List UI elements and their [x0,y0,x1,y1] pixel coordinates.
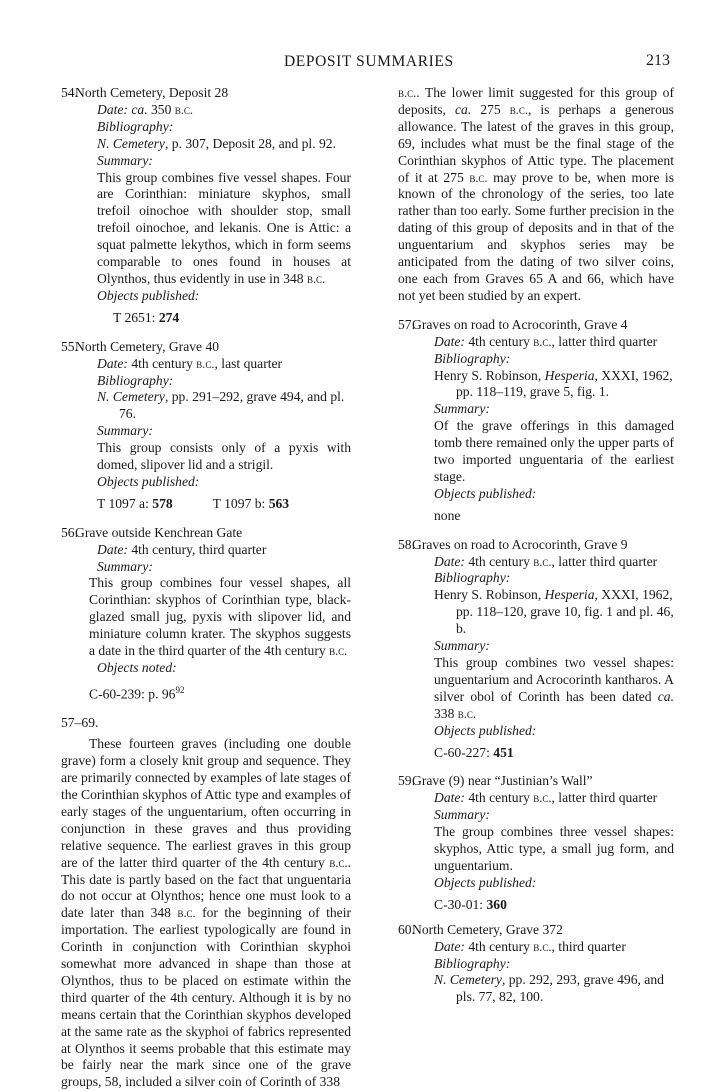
object-line: T 2651: 274 [113,309,180,325]
bibliography-label: Bibliography: [434,955,511,971]
right-column [398,85,674,1006]
objects-label: Objects noted: [97,660,177,675]
bibliography-text: N. Cemetery, pp. 291–292, grave 494, and pl. 76. [97,389,345,422]
object-line: C-30-01: 360 [434,896,507,912]
date-line: Date: 4th century, third quarter [97,541,267,557]
date-line: Date: 4th century b.c., latter third quarter [434,333,658,349]
objects-label: Objects published: [434,874,537,890]
entry-number: 56. [61,524,78,540]
summary-label: Summary: [434,638,490,654]
objects-label: Objects published: [434,485,537,501]
entry-title: Grave outside Kenchrean Gate [75,524,243,540]
entry-59 [398,773,674,913]
summary-text: This group combines two vessel shapes: unguentarium and Acrocorinth kantharos. A silver obol of Corinth has been dated ca. 338 b.c. [434,655,674,721]
objects-label: Objects published: [97,473,200,489]
objects-label: Objects published: [97,287,200,303]
entry-57 [398,317,674,525]
object-line: T 1097 a: 578 T 1097 b: 563 [97,495,290,511]
summary-label: Summary: [97,152,153,168]
bibliography-text: N. Cemetery, p. 307, Deposit 28, and pl. 92. [97,135,336,151]
summary-label: Summary: [434,401,490,417]
entry-58 [398,537,674,762]
entry-title: North Cemetery, Deposit 28 [75,85,229,100]
entry-title: North Cemetery, Grave 372 [412,921,563,937]
object-line: none [434,507,461,523]
entry-number: 54. [61,85,78,100]
bibliography-text: Henry S. Robinson, Hesperia, XXXI, 1962, pp. 118–120, grave 10, fig. 1 and pl. 46, b. [434,587,674,637]
entry-title: Graves on road to Acrocorinth, Grave 9 [412,536,628,552]
entry-number: 59. [398,773,415,789]
summary-text: This group combines four vessel shapes, all Corinthian: skyphos of Corinthian type, black-glazed small jug, pyxis with slipover lid, and miniature column krater. The skyphos suggests a date in the third quarter of the 4th century b.c. [89,575,351,659]
entry-number: 55. [61,338,78,354]
summary-label: Summary: [434,807,490,823]
entry-57-69 [61,715,351,1091]
bibliography-label: Bibliography: [97,118,174,134]
entry-heading [398,922,674,939]
summary-label: Summary: [97,423,153,439]
entry-60 [398,922,674,1007]
bibliography-label: Bibliography: [97,372,174,388]
entry-number: 60. [398,921,415,937]
entry-number: 58. [398,536,415,552]
page-number: 213 [646,52,670,69]
date-line: Date: 4th century b.c., latter third quarter [434,790,658,806]
entry-heading [61,339,351,356]
object-line: C-60-227: 451 [434,744,514,760]
summary-label: Summary: [97,558,153,574]
entry-55 [61,339,351,513]
bibliography-label: Bibliography: [434,570,511,586]
bibliography-label: Bibliography: [434,350,511,366]
bibliography-text: N. Cemetery, pp. 292, 293, grave 496, and pls. 77, 82, 100. [434,972,664,1005]
left-column [61,85,351,1091]
entry-number: 57. [398,316,415,332]
summary-text: This group consists only of a pyxis with domed, slipover lid and a strigil. [97,440,351,473]
object-line: C-60-239: p. $96^{92}$ [89,684,185,702]
group-discussion-continued: b.c.. The lower limit suggested for this group of deposits, ca. 275 b.c., is perhaps a generous allowance. The latest of the graves in this group, 69, includes what must be the final stage of the Corinthian skyphos of Attic type. The placement of it at 275 b.c. may prove to be, when more is known of the chronology of the series, too late rather than too early. Some further precision in the dating of this group of deposits and in that of the unguentarium and skyphos series may be anticipated from the dating of two silver coins, one each from Graves 65 A and 66, which have not yet been studied by an expert. [398,85,674,303]
summary-text: Of the grave offerings in this damaged tomb there remained only the upper parts of two imported unguentaria of the earliest stage. [434,418,674,484]
entry-title: Grave (9) near “Justinian’s Wall” [412,773,593,789]
entry-number: 57–69. [61,715,99,731]
group-discussion: These fourteen graves (including one double grave) form a closely knit group and sequence. They are primarily connected by examples of late stages of the Corinthian skyphos of Attic type and examples of early stages of the unguentarium, often occurring in conjunction in these graves and thus providing relative sequence. The earliest graves in this group are of the latter third quarter of the 4th century b.c.. This date is partly based on the fact that unguentaria do not occur at Olynthos; hence one must look to a date later than 348 b.c. for the beginning of their importation. The earliest typologically are found in Corinth in conjunction with Corinthian skyphoi somewhat more advanced in shape than those at Olynthos, thus to be placed on estimate within the third quarter of the 4th century. Although it is by no means certain that the Corinthian skyphos developed at the same rate as the skyphoi of fabrics represented at Olynthos it seems probable that this estimate may be fairly near the mark since one of the grave groups, 58, included a silver coin of Corinth of 338 [61,736,352,1090]
objects-label: Objects published: [434,722,537,738]
summary-text: This group combines five vessel shapes. Four are Corinthian: miniature skyphos, small trefoil oinochoe with shoulder stop, small trefoil oinochoe, and lekanis. One is Attic: a squat palmette lekythos, which in form seems comparable to ones found in houses at Olynthos, thus evidently in use in 348 b.c. [97,169,351,286]
entry-heading [61,85,351,102]
running-header [58,50,670,74]
date-line: Date: 4th century b.c., last quarter [97,355,283,371]
entry-title: North Cemetery, Grave 40 [75,338,220,354]
date-line: Date: ca. 350 b.c. [97,101,193,117]
entry-56 [61,525,351,704]
summary-text: The group combines three vessel shapes: skyphos, Attic type, a small jug form, and unguentarium. [434,824,674,873]
date-line: Date: 4th century b.c., latter third quarter [434,553,658,569]
entry-title: Graves on road to Acrocorinth, Grave 4 [412,316,628,332]
entry-heading [398,537,674,554]
entry-54 [61,85,351,327]
running-title: DEPOSIT SUMMARIES [284,53,454,70]
entry-heading [398,317,674,334]
entry-heading [61,525,351,542]
entry-heading [398,773,674,790]
bibliography-text: Henry S. Robinson, Hesperia, XXXI, 1962, pp. 118–119, grave 5, fig. 1. [434,367,673,400]
date-line: Date: 4th century b.c., third quarter [434,938,626,954]
